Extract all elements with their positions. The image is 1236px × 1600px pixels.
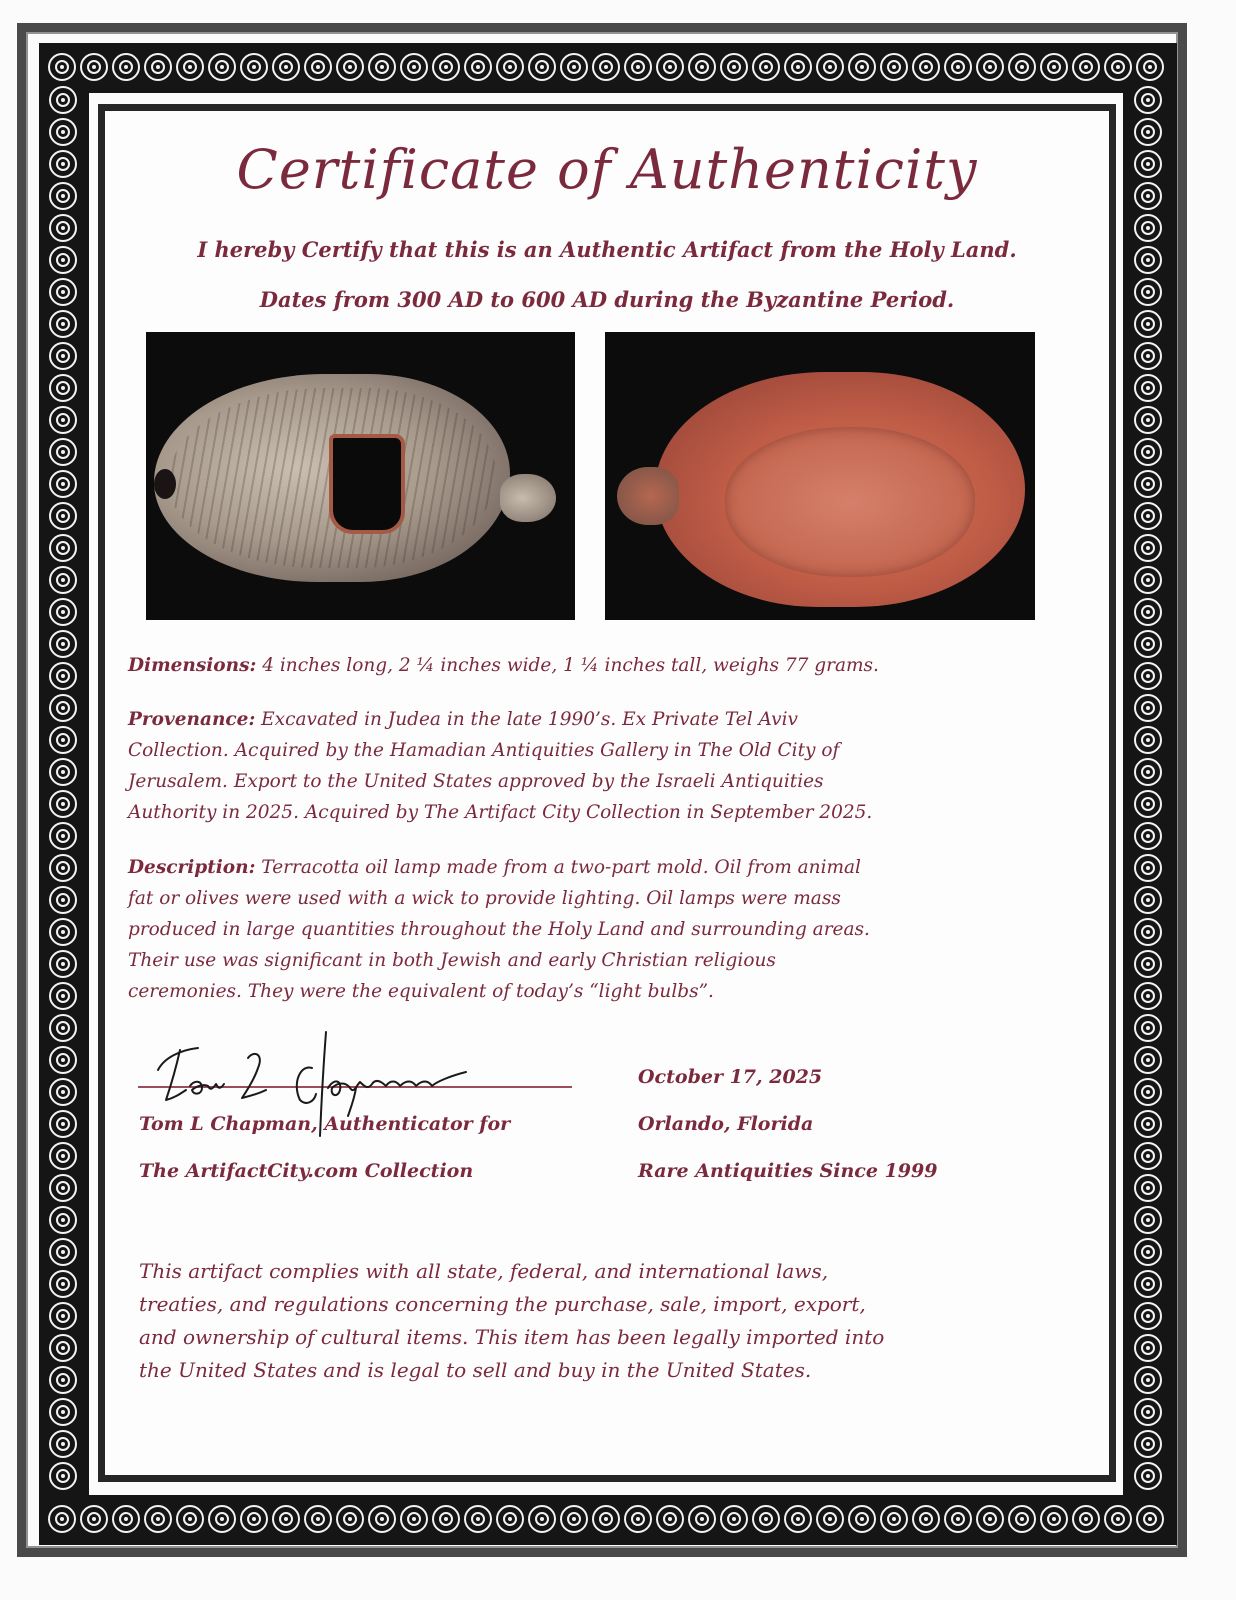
ring-ornament-icon (1136, 53, 1164, 81)
ring-ornament-icon (1040, 53, 1068, 81)
ring-ornament-icon (1134, 918, 1162, 946)
ring-ornament-icon (528, 53, 556, 81)
artifact-photo-top-view (146, 332, 575, 620)
ring-ornament-icon (1134, 1174, 1162, 1202)
lamp-nozzle (500, 474, 556, 522)
ring-ornament-icon (784, 1505, 812, 1533)
ring-ornament-icon (1134, 214, 1162, 242)
ring-ornament-icon (1104, 1505, 1132, 1533)
lamp-fill-hole (329, 434, 405, 534)
ring-ornament-icon (1134, 86, 1162, 114)
ring-ornament-icon (49, 886, 77, 914)
period-statement: Dates from 300 AD to 600 AD during the Byzantine Period. (259, 287, 955, 312)
legal-line: treaties, and regulations concerning the purchase, sale, import, export, (139, 1292, 866, 1316)
ring-ornament-icon (1134, 1046, 1162, 1074)
ring-ornament-icon (49, 278, 77, 306)
ring-ornament-icon (176, 1505, 204, 1533)
ring-ornament-icon (49, 1078, 77, 1106)
ring-ornament-icon (496, 1505, 524, 1533)
ring-ornament-icon (49, 118, 77, 146)
ring-ornament-icon (976, 1505, 1004, 1533)
ring-ornament-icon (49, 1398, 77, 1426)
ring-ornament-icon (176, 53, 204, 81)
ring-ornament-icon (304, 1505, 332, 1533)
ring-ornament-icon (49, 1206, 77, 1234)
ring-ornament-icon (49, 950, 77, 978)
certificate-location: Orlando, Florida (638, 1113, 814, 1135)
ring-ornament-icon (49, 1238, 77, 1266)
ring-ornament-icon (1134, 1206, 1162, 1234)
ring-ornament-icon (528, 1505, 556, 1533)
ring-ornament-icon (464, 1505, 492, 1533)
ring-ornament-icon (944, 1505, 972, 1533)
ring-ornament-icon (49, 822, 77, 850)
description-line: Terracotta oil lamp made from a two-part mold. Oil from animal (255, 857, 861, 878)
ring-ornament-icon (112, 53, 140, 81)
ring-ornament-icon (49, 406, 77, 434)
provenance-line: Jerusalem. Export to the United States approved by the Israeli Antiquities (128, 771, 824, 792)
ring-ornament-icon (49, 342, 77, 370)
ring-ornament-icon (49, 662, 77, 690)
ring-border-top (46, 52, 1166, 82)
ring-ornament-icon (1134, 982, 1162, 1010)
ring-ornament-icon (49, 1046, 77, 1074)
ring-ornament-icon (49, 1366, 77, 1394)
ring-ornament-icon (880, 1505, 908, 1533)
collection-name: The ArtifactCity.com Collection (139, 1160, 474, 1182)
description-line: produced in large quantities throughout the Holy Land and surrounding areas. (128, 919, 870, 940)
ring-ornament-icon (272, 53, 300, 81)
ring-ornament-icon (1134, 726, 1162, 754)
oil-lamp-bottom-image (655, 372, 1025, 607)
ring-ornament-icon (1134, 694, 1162, 722)
description-line: ceremonies. They were the equivalent of today’s “light bulbs”. (128, 981, 714, 1002)
ring-ornament-icon (784, 53, 812, 81)
ring-ornament-icon (49, 598, 77, 626)
ring-ornament-icon (656, 53, 684, 81)
dimensions-text: 4 inches long, 2 ¼ inches wide, 1 ¼ inches tall, weighs 77 grams. (256, 655, 879, 676)
ring-ornament-icon (272, 1505, 300, 1533)
ring-ornament-icon (49, 470, 77, 498)
certificate-date: October 17, 2025 (638, 1066, 823, 1088)
ring-ornament-icon (1134, 1270, 1162, 1298)
ring-ornament-icon (49, 1302, 77, 1330)
ring-ornament-icon (49, 726, 77, 754)
description-label: Description: (128, 857, 256, 878)
ring-ornament-icon (1104, 53, 1132, 81)
ring-ornament-icon (368, 1505, 396, 1533)
ring-border-right (1133, 84, 1163, 1492)
ring-ornament-icon (49, 150, 77, 178)
ring-ornament-icon (49, 502, 77, 530)
ring-ornament-icon (1134, 566, 1162, 594)
ring-ornament-icon (592, 1505, 620, 1533)
ring-ornament-icon (752, 53, 780, 81)
ring-border-left (48, 84, 78, 1492)
ring-ornament-icon (49, 566, 77, 594)
ring-ornament-icon (720, 53, 748, 81)
ring-ornament-icon (49, 310, 77, 338)
ring-ornament-icon (1134, 182, 1162, 210)
ring-ornament-icon (912, 53, 940, 81)
business-since: Rare Antiquities Since 1999 (638, 1160, 938, 1182)
ring-ornament-icon (432, 53, 460, 81)
ring-ornament-icon (1134, 438, 1162, 466)
provenance-line: Excavated in Judea in the late 1990’s. Ex Private Tel Aviv (255, 709, 798, 730)
ring-ornament-icon (1134, 470, 1162, 498)
certificate-title: Certificate of Authenticity (236, 138, 978, 201)
dimensions-section (128, 650, 1078, 681)
legal-compliance-statement (139, 1255, 1099, 1387)
ring-ornament-icon (752, 1505, 780, 1533)
oil-lamp-top-image (154, 374, 510, 582)
certify-statement: I hereby Certify that this is an Authentic Artifact from the Holy Land. (197, 237, 1017, 262)
ring-ornament-icon (1134, 1334, 1162, 1362)
ring-ornament-icon (49, 982, 77, 1010)
ring-ornament-icon (1134, 630, 1162, 658)
ring-ornament-icon (1008, 1505, 1036, 1533)
ring-ornament-icon (1134, 822, 1162, 850)
ring-ornament-icon (1134, 1462, 1162, 1490)
ring-ornament-icon (1134, 1078, 1162, 1106)
ring-ornament-icon (49, 1462, 77, 1490)
ring-ornament-icon (592, 53, 620, 81)
legal-line: This artifact complies with all state, federal, and international laws, (139, 1259, 829, 1283)
ring-ornament-icon (1134, 886, 1162, 914)
description-line: Their use was significant in both Jewish and early Christian religious (128, 950, 776, 971)
ring-ornament-icon (49, 918, 77, 946)
ring-ornament-icon (304, 53, 332, 81)
ring-ornament-icon (49, 790, 77, 818)
ring-ornament-icon (1134, 406, 1162, 434)
ring-ornament-icon (1072, 1505, 1100, 1533)
lamp-base (725, 427, 975, 577)
ring-ornament-icon (144, 1505, 172, 1533)
ring-ornament-icon (336, 53, 364, 81)
ring-ornament-icon (49, 1334, 77, 1362)
artifact-photo-bottom-view (605, 332, 1035, 620)
ring-ornament-icon (400, 53, 428, 81)
ring-ornament-icon (49, 1110, 77, 1138)
ring-ornament-icon (560, 53, 588, 81)
ring-ornament-icon (49, 182, 77, 210)
ring-ornament-icon (368, 53, 396, 81)
ring-ornament-icon (624, 1505, 652, 1533)
ring-ornament-icon (1134, 1302, 1162, 1330)
ring-ornament-icon (80, 1505, 108, 1533)
legal-line: the United States and is legal to sell and buy in the United States. (139, 1358, 812, 1382)
ring-ornament-icon (240, 53, 268, 81)
ring-ornament-icon (1134, 758, 1162, 786)
description-line: fat or olives were used with a wick to provide lighting. Oil lamps were mass (128, 888, 841, 909)
ring-ornament-icon (1134, 278, 1162, 306)
ring-ornament-icon (49, 246, 77, 274)
ring-ornament-icon (1134, 1366, 1162, 1394)
description-section (128, 852, 1078, 1007)
ring-ornament-icon (49, 1430, 77, 1458)
provenance-line: Collection. Acquired by the Hamadian Antiquities Gallery in The Old City of (128, 740, 840, 761)
legal-line: and ownership of cultural items. This item has been legally imported into (139, 1325, 885, 1349)
ring-ornament-icon (1134, 1238, 1162, 1266)
ring-ornament-icon (816, 1505, 844, 1533)
ring-ornament-icon (1134, 1142, 1162, 1170)
ring-ornament-icon (49, 534, 77, 562)
ring-ornament-icon (848, 1505, 876, 1533)
ring-ornament-icon (1008, 53, 1036, 81)
ring-ornament-icon (1134, 1430, 1162, 1458)
ring-ornament-icon (48, 53, 76, 81)
ring-ornament-icon (560, 1505, 588, 1533)
ring-ornament-icon (1134, 342, 1162, 370)
provenance-line: Authority in 2025. Acquired by The Artifact City Collection in September 2025. (128, 802, 873, 823)
ring-ornament-icon (1072, 53, 1100, 81)
ring-ornament-icon (208, 53, 236, 81)
ring-ornament-icon (1134, 662, 1162, 690)
ring-ornament-icon (112, 1505, 140, 1533)
ring-ornament-icon (1134, 502, 1162, 530)
ring-ornament-icon (49, 758, 77, 786)
ring-ornament-icon (624, 53, 652, 81)
ring-ornament-icon (1134, 790, 1162, 818)
lamp-wick-hole (154, 469, 176, 499)
ring-ornament-icon (848, 53, 876, 81)
ring-ornament-icon (49, 1270, 77, 1298)
ring-ornament-icon (816, 53, 844, 81)
ring-ornament-icon (1134, 374, 1162, 402)
ring-ornament-icon (1134, 534, 1162, 562)
ring-ornament-icon (49, 1174, 77, 1202)
ring-ornament-icon (688, 53, 716, 81)
ring-ornament-icon (49, 630, 77, 658)
ring-ornament-icon (80, 53, 108, 81)
ring-ornament-icon (912, 1505, 940, 1533)
ring-ornament-icon (49, 1142, 77, 1170)
ring-ornament-icon (976, 53, 1004, 81)
ring-ornament-icon (240, 1505, 268, 1533)
ring-ornament-icon (432, 1505, 460, 1533)
provenance-section (128, 704, 1078, 828)
ring-ornament-icon (944, 53, 972, 81)
ring-ornament-icon (1134, 854, 1162, 882)
ring-ornament-icon (464, 53, 492, 81)
ring-ornament-icon (49, 694, 77, 722)
ring-ornament-icon (720, 1505, 748, 1533)
ring-ornament-icon (1134, 118, 1162, 146)
ring-ornament-icon (144, 53, 172, 81)
ring-ornament-icon (1134, 950, 1162, 978)
ring-ornament-icon (49, 214, 77, 242)
ring-ornament-icon (49, 86, 77, 114)
ring-ornament-icon (1134, 1398, 1162, 1426)
ring-ornament-icon (1134, 150, 1162, 178)
ring-ornament-icon (49, 374, 77, 402)
ring-ornament-icon (49, 854, 77, 882)
ring-ornament-icon (1134, 310, 1162, 338)
ring-border-bottom (46, 1504, 1166, 1534)
ring-ornament-icon (880, 53, 908, 81)
ring-ornament-icon (49, 438, 77, 466)
ring-ornament-icon (688, 1505, 716, 1533)
ring-ornament-icon (656, 1505, 684, 1533)
provenance-label: Provenance: (128, 709, 256, 730)
ring-ornament-icon (1134, 1110, 1162, 1138)
ring-ornament-icon (1134, 1014, 1162, 1042)
ring-ornament-icon (1134, 246, 1162, 274)
ring-ornament-icon (48, 1505, 76, 1533)
lamp-nozzle (617, 467, 679, 525)
ring-ornament-icon (1136, 1505, 1164, 1533)
ring-ornament-icon (496, 53, 524, 81)
authenticator-name: Tom L Chapman, Authenticator for (139, 1113, 511, 1135)
dimensions-label: Dimensions: (128, 655, 257, 676)
ring-ornament-icon (1134, 598, 1162, 626)
ring-ornament-icon (336, 1505, 364, 1533)
ring-ornament-icon (400, 1505, 428, 1533)
ring-ornament-icon (1040, 1505, 1068, 1533)
ring-ornament-icon (208, 1505, 236, 1533)
ring-ornament-icon (49, 1014, 77, 1042)
